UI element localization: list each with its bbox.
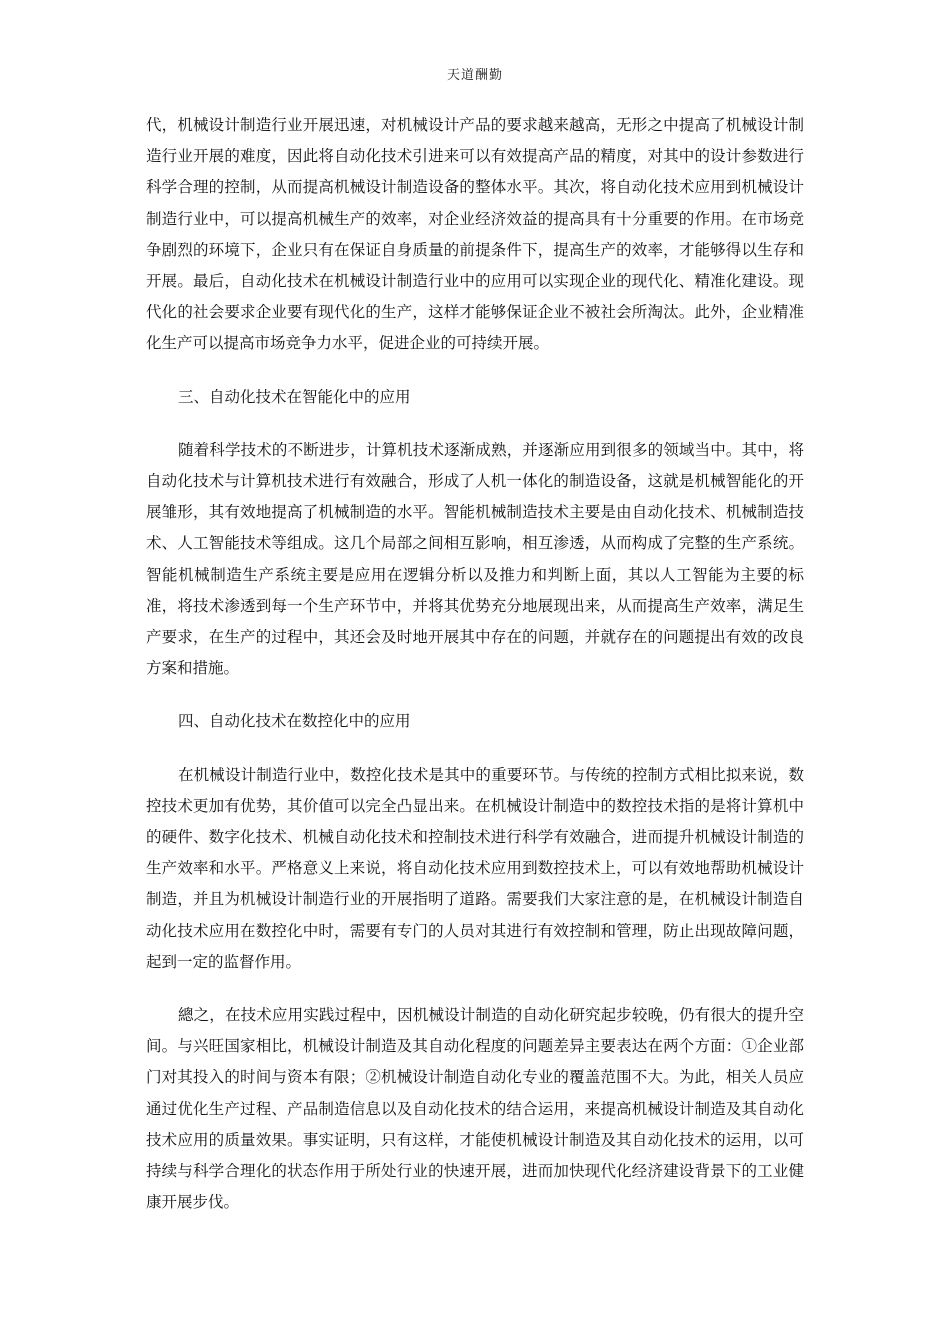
page-header: 天道酬勤: [446, 68, 503, 83]
paragraph-intelligent: 随着科学技术的不断进步，计算机技术逐渐成熟，并逐渐应用到很多的领域当中。其中，将自动化技术与计算机技术进行有效融合，形成了人机一体化的制造设备，这就是机械智能化的开展雏形，其有效地提高了机械制造的水平。智能机械制造技术主要是由自动化技术、机械制造技术、人工智能技术等组成。这几个局部之间相互影响，相互渗透，从而构成了完整的生产系统。智能机械制造生产系统主要是应用在逻辑分析以及推力和判断上面，其以人工智能为主要的标准，将技术渗透到每一个生产环节中，并将其优势充分地展现出来，从而提高生产效率，满足生产要求，在生产的过程中，其还会及时地开展其中存在的问题，并就存在的问题提出有效的改良方案和措施。: [146, 440, 804, 678]
paragraph-conclusion: 總之，在技术应用实践过程中，因机械设计制造的自动化研究起步较晚，仍有很大的提升空间。与兴旺国家相比，机械设计制造及其自动化程度的问题差异主要表达在两个方面：①企业部门对其投入的时间与资本有限；②机械设计制造自动化专业的覆盖范围不大。为此，相关人员应通过优化生产过程、产品制造信息以及自动化技术的结合运用，来提高机械设计制造及其自动化技术应用的质量效果。事实证明，只有这样，才能使机械设计制造及其自动化技术的运用，以可持续与科学合理化的状态作用于所处行业的快速开展，进而加快现代化经济建设背景下的工业健康开展步伐。: [146, 1006, 804, 1212]
paragraph-numerical-control: 在机械设计制造行业中，数控化技术是其中的重要环节。与传统的控制方式相比拟来说，数控技术更加有优势，其价值可以完全凸显出来。在机械设计制造中的数控技术指的是将计算机中的硬件、数字化技术、机械自动化技术和控制技术进行科学有效融合，进而提升机械设计制造的生产效率和水平。严格意义上来说，将自动化技术应用到数控技术上，可以有效地帮助机械设计制造，并且为机械设计制造行业的开展指明了道路。需要我们大家注意的是，在机械设计制造自动化技术应用在数控化中时，需要有专门的人员对其进行有效控制和管理，防止出现故障问题，起到一定的监督作用。: [146, 765, 804, 971]
document-body: [146, 110, 804, 1219]
paragraph-intro-continued: 代，机械设计制造行业开展迅速，对机械设计产品的要求越来越高，无形之中提高了机械设计制造行业开展的难度，因此将自动化技术引进来可以有效提高产品的精度，对其中的设计参数进行科学合理的控制，从而提高机械设计制造设备的整体水平。其次，将自动化技术应用到机械设计制造行业中，可以提高机械生产的效率，对企业经济效益的提高具有十分重要的作用。在市场竞争剧烈的环境下，企业只有在保证自身质量的前提条件下，提高生产的效率，才能够得以生存和开展。最后，自动化技术在机械设计制造行业中的应用可以实现企业的现代化、精准化建设。现代化的社会要求企业要有现代化的生产，这样才能够保证企业不被社会所淘汰。此外，企业精准化生产可以提高市场竞争力水平，促进企业的可持续开展。: [146, 116, 804, 353]
section-heading-numerical-control: 四、自动化技术在数控化中的应用: [178, 712, 411, 731]
section-heading-intelligent: 三、自动化技术在智能化中的应用: [178, 387, 411, 406]
